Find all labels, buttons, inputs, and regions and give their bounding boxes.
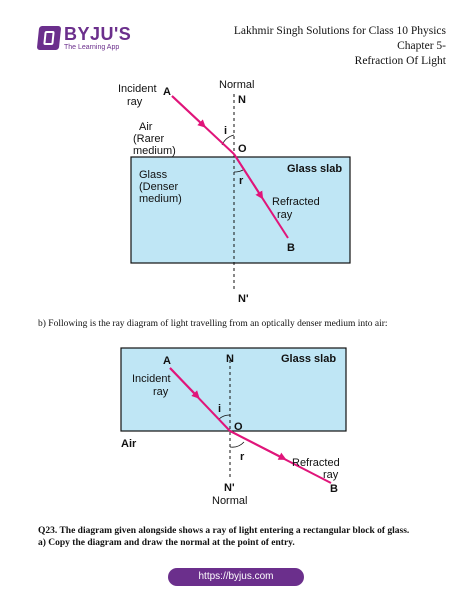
label-point-n: N <box>238 94 246 106</box>
label-point-a: A <box>163 355 171 367</box>
question-line1: Q23. The diagram given alongside shows a ray of light entering a rectangular block of glass. <box>38 526 410 536</box>
label-point-o: O <box>234 421 243 433</box>
page-title-line2: Refraction Of Light <box>354 55 446 67</box>
label-point-b: B <box>287 242 295 254</box>
label-incident: Incident <box>118 83 157 95</box>
diagram-air-to-glass <box>118 79 350 305</box>
label-point-n-prime: N' <box>238 293 249 305</box>
label-rarer-medium: medium) <box>133 145 176 157</box>
label-refracted-ray: ray <box>277 209 293 221</box>
label-point-a: A <box>163 86 171 98</box>
question-line2: a) Copy the diagram and draw the normal at the point of entry. <box>38 538 295 548</box>
label-refracted: Refracted <box>272 196 320 208</box>
label-refracted: Refracted <box>292 457 340 469</box>
label-incident-ray: ray <box>127 96 143 108</box>
label-denser: (Denser <box>139 181 179 193</box>
label-angle-r: r <box>240 451 245 463</box>
diagram-glass-to-air <box>121 348 346 507</box>
question-q23 <box>38 525 409 549</box>
label-air: Air <box>139 121 153 133</box>
label-point-n: N <box>226 353 234 365</box>
label-point-o: O <box>238 143 247 155</box>
label-angle-i: i <box>218 403 222 415</box>
brand-tagline: The Learning App <box>64 44 120 51</box>
label-point-b: B <box>330 483 338 495</box>
label-normal: Normal <box>219 79 255 91</box>
refracted-ray-arrow <box>230 431 283 458</box>
label-glass-slab: Glass slab <box>281 353 337 365</box>
label-rarer: (Rarer <box>133 133 165 145</box>
label-denser-medium: medium) <box>139 193 182 205</box>
label-angle-r: r <box>239 175 244 187</box>
label-angle-i: i <box>224 125 228 137</box>
label-refracted-ray: ray <box>323 469 339 481</box>
page-title-line1: Lakhmir Singh Solutions for Class 10 Physics Chapter 5- <box>233 25 446 52</box>
label-normal: Normal <box>212 495 248 507</box>
angle-r-arc <box>230 442 244 447</box>
brand-name: BYJU'S <box>64 24 132 44</box>
label-incident-ray: ray <box>153 386 169 398</box>
label-glass-slab: Glass slab <box>287 163 343 175</box>
caption-b: b) Following is the ray diagram of light travelling from an optically denser medium into air: <box>38 319 388 329</box>
incident-ray-arrow <box>172 96 203 125</box>
footer-url-link[interactable]: https://byjus.com <box>168 568 304 586</box>
label-point-n-prime: N' <box>224 482 235 494</box>
label-air: Air <box>121 438 137 450</box>
label-incident: Incident <box>132 373 171 385</box>
label-glass: Glass <box>139 169 168 181</box>
